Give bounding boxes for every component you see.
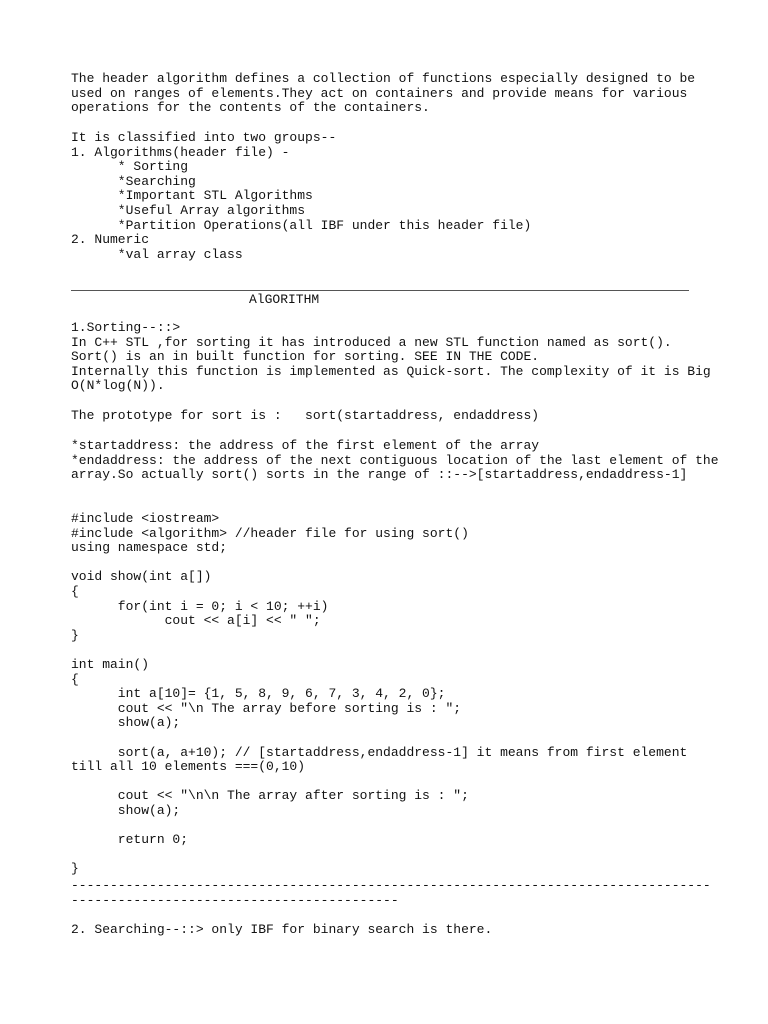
searching-heading: 2. Searching--::> only IBF for binary search is there. (71, 922, 493, 937)
intro-paragraph: The header algorithm defines a collection of functions especially designed to be used on ranges of elements.They act on containers and provide means for various operations for the contents of the containers. (71, 71, 696, 116)
horizontal-rule (71, 290, 689, 291)
sorting-intro: 1.Sorting--::> In C++ STL ,for sorting it has introduced a new STL function named as sort(). Sort() is an in built function for sorting. SEE IN THE CODE. Internally this function is implemented as Quick-sort. The complexity of it is Big O(N*log(N)). (71, 320, 711, 394)
code-block: #include <iostream> #include <algorithm> //header file for using sort() using namespace std; void show(int a[]) { for(int i = 0; i < 10; ++i) cout << a[i] << " "; } int main() { int a[10]= {1, 5, 8, 9, 6, 7, 3, 4, 2, 0}; cout << "\n The array before sorting is : "; show(a); sort(a, a+10); // [startaddress,endaddress-1] it means from first element till all 10 elements ===(0,10) cout << "\n\n The array after sorting is : "; show(a); return 0; } (71, 511, 688, 877)
groups-list: It is classified into two groups-- 1. Algorithms(header file) - * Sorting *Searching *Important STL Algorithms *Useful Array algorithms *Partition Operations(all IBF under this header file) 2. Numeric *val array class (71, 130, 532, 262)
params-description: *startaddress: the address of the first element of the array *endaddress: the address of the next contiguous location of the last element of the array.So actually sort() sorts in the range of ::-->[startaddress,endaddress-1] (71, 438, 719, 483)
dash-separator: ---------------------------------------------------------------------------------- ------------------------------------------ (71, 878, 711, 908)
section-title: AlGORITHM (249, 292, 320, 307)
prototype-line: The prototype for sort is : sort(startaddress, endaddress) (71, 408, 540, 423)
